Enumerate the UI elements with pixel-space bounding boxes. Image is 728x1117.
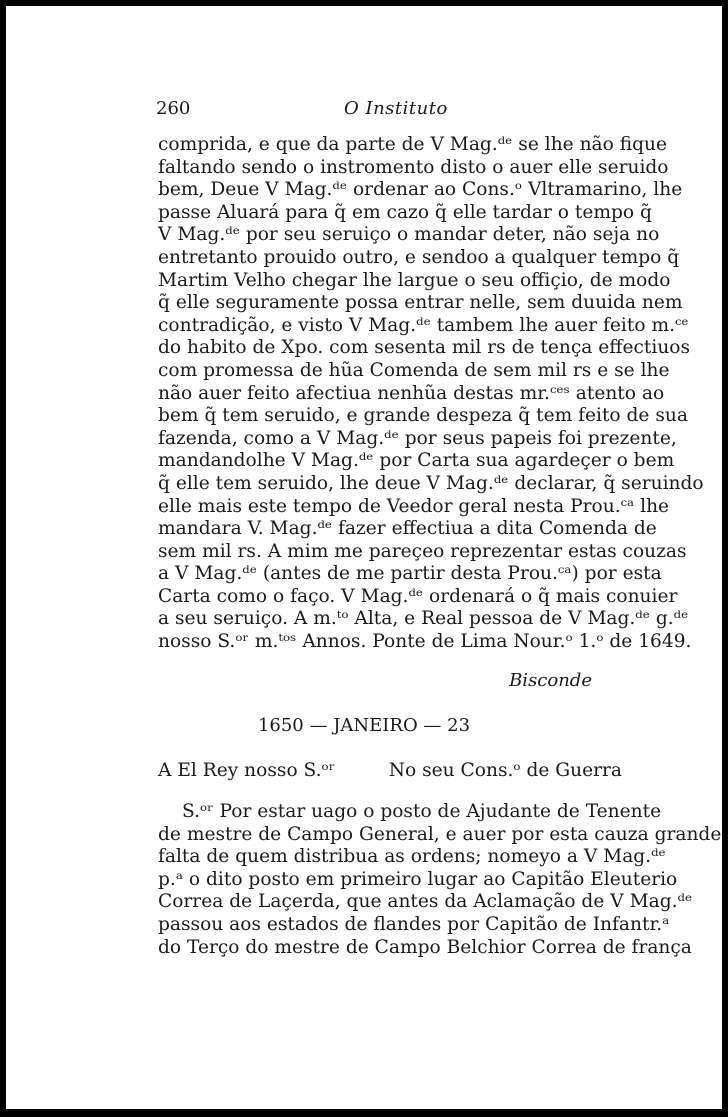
text-line: entretanto prouido outro, e sendoo a qualquer tempo q̃ [158,246,680,268]
text-line: não auer feito afectiua nenhũa destas mr.ᶜᵉˢ atento ao [158,382,665,404]
text-line: passou aos estados de flandes por Capitão de Infantr.ᵃ [158,913,670,935]
letter-2-body [158,801,722,959]
signature: Bisconde [509,670,592,691]
text-line: bem q̃ tem seruido, e grande despeza q̃ tem feito de sua [158,405,688,427]
addressee: A El Rey nosso S.ᵒʳ [158,760,336,781]
text-line: Martim Velho chegar lhe largue o seu offiçio, de modo [158,269,671,291]
text-line: Carta como o faço. V Mag.ᵈᵉ ordenará o q̃ mais conuier [158,585,678,607]
text-line: passe Aluará para q̃ em cazo q̃ elle tardar o tempo q̃ [158,201,652,223]
council-note: No seu Cons.ᵒ de Guerra [388,760,622,781]
text-line: do habito de Xpo. com sesenta mil rs de tença effectiuos [158,337,691,359]
text-line: a seu seruiço. A m.ᵗᵒ Alta, e Real pessoa de V Mag.ᵈᵉ g.ᵈᵉ [158,608,689,630]
text-line: a V Mag.ᵈᵉ (antes de me partir desta Prou.ᶜᵃ) por esta [158,563,662,585]
text-line: q̃ elle tem seruido, lhe deue V Mag.ᵈᵉ declarar, q̃ seruindo [158,472,704,494]
text-line: do Terço do mestre de Campo Belchior Correa de frança [158,936,692,958]
text-line: V Mag.ᵈᵉ por seu seruiço o mandar deter, não seja no [158,224,660,246]
text-line: comprida, e que da parte de V Mag.ᵈᵉ se lhe não fique [158,134,668,155]
page-number: 260 [156,98,191,119]
text-line: p.ᵃ o dito posto em primeiro lugar ao Capitão Eleuterio [158,868,678,890]
text-line: nosso S.ᵒʳ m.ᵗᵒˢ Annos. Ponte de Lima Nour.ᵒ 1.ᵒ de 1649. [158,631,692,653]
text-line: fazenda, como a V Mag.ᵈᵉ por seus papeis foi prezente, [158,427,677,449]
text-line: de mestre de Campo General, e auer por esta cauza grande [158,823,722,845]
text-line: Correa de Laçerda, que antes da Aclamação de V Mag.ᵈᵉ [158,891,693,913]
text-line: mandandolhe V Mag.ᵈᵉ por Carta sua agardeçer o bem [158,450,675,472]
letter-1-body [158,134,704,654]
page [6,6,722,1109]
text-line: elle mais este tempo de Veedor geral nesta Prou.ᶜᵃ lhe [158,495,670,517]
date-heading: 1650 — JANEIRO — 23 [257,715,471,736]
text-line: faltando sendo o instromento disto o auer elle seruido [158,156,669,178]
text-line: mandara V. Mag.ᵈᵉ fazer effectiua a dita Comenda de [158,518,657,540]
text-line: contradição, e visto V Mag.ᵈᵉ tambem lhe auer feito m.ᶜᵉ [158,314,689,336]
running-title: O Instituto [344,98,448,119]
text-line: q̃ elle seguramente possa entrar nelle, sem duuida nem [158,292,683,314]
text-line: com promessa de hũa Comenda de sem mil rs e se lhe [158,359,670,381]
text-line: falta de quem distribua as ordens; nomeyo a V Mag.ᵈᵉ [158,846,666,868]
text-line: bem, Deue V Mag.ᵈᵉ ordenar ao Cons.ᵒ Vltramarino, lhe [158,179,683,201]
text-line: sem mil rs. A mim me pareçeo reprezentar estas couzas [158,540,687,562]
text-line: S.ᵒʳ Por estar uago o posto de Ajudante de Tenente [182,801,662,822]
page-header [156,98,628,122]
